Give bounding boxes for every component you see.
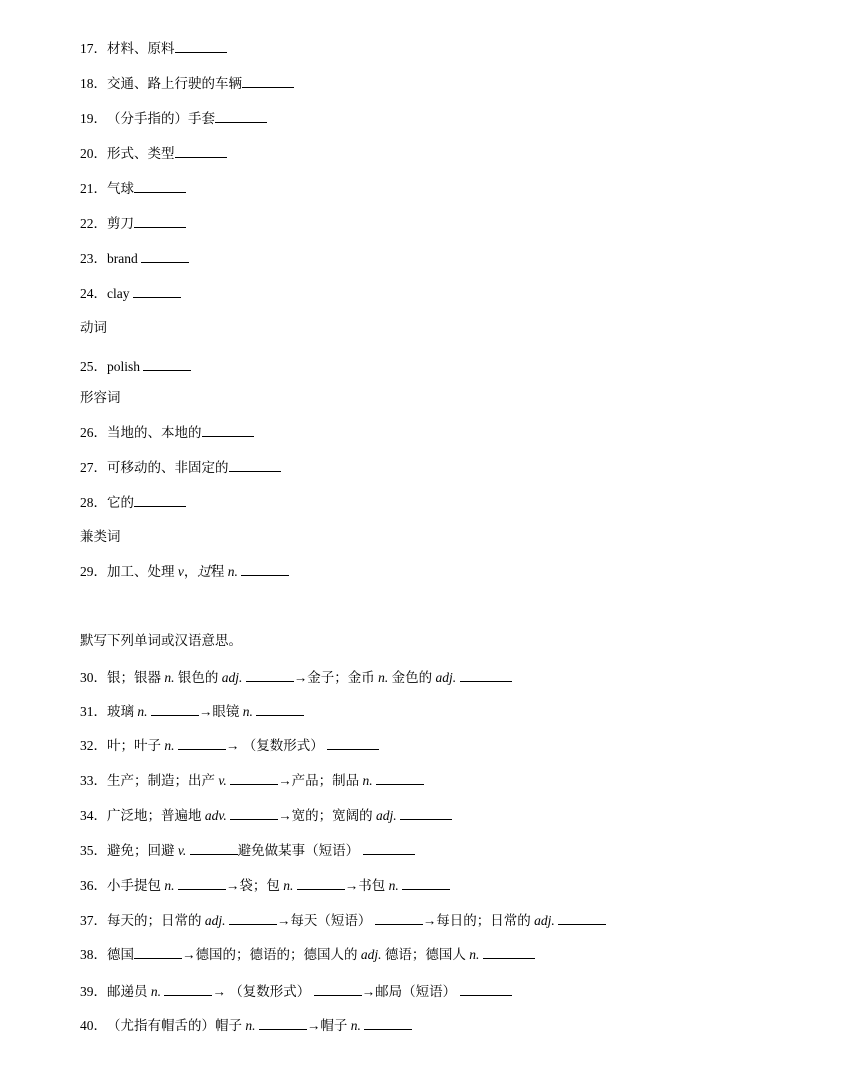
question-item [80,75,294,93]
part-of-speech: adj. [360,947,382,962]
question-item [80,946,535,964]
prompt-text: →每天（短语） [276,913,375,928]
question-item [80,459,281,477]
answer-blank[interactable] [327,737,379,750]
answer-blank[interactable] [241,563,289,576]
answer-blank[interactable] [175,40,227,53]
prompt-text: 可移动的、非固定的 [107,460,229,475]
question-number: 38． [80,947,107,962]
question-number: 31． [80,704,107,719]
prompt-text: 金色的 [388,670,436,685]
part-of-speech: n. [242,704,253,719]
question-item [80,424,254,442]
answer-blank[interactable] [178,877,226,890]
prompt-text: 银；银器 [107,670,165,685]
answer-blank[interactable] [460,983,512,996]
answer-blank[interactable] [400,807,452,820]
prompt-text: 当地的、本地的 [107,425,202,440]
part-of-speech: n. [378,670,389,685]
prompt-text: polish [107,359,144,374]
prompt-text: →邮局（短语） [361,984,460,999]
prompt-text: 避免；回避 [107,843,178,858]
prompt-text: →每日的；日常的 [422,913,535,928]
answer-blank[interactable] [133,285,181,298]
prompt-text: 气球 [107,181,134,196]
question-item [80,285,181,303]
prompt-text: →帽子 [306,1018,351,1033]
answer-blank[interactable] [558,912,606,925]
answer-blank[interactable] [230,807,278,820]
question-number: 39． [80,984,107,999]
question-item [80,110,267,128]
answer-blank[interactable] [242,75,294,88]
part-of-speech: n. [150,984,161,999]
answer-blank[interactable] [134,946,182,959]
prompt-text: 生产；制造；出产 [107,773,219,788]
answer-blank[interactable] [376,772,424,785]
answer-blank[interactable] [230,772,278,785]
part-of-speech: n. [245,1018,256,1033]
answer-blank[interactable] [297,877,345,890]
part-of-speech: n. [164,738,175,753]
question-item [80,877,450,895]
question-item [80,40,227,58]
prompt-text: 每天的；日常的 [107,913,205,928]
prompt-text: →金子；金币 [293,670,379,685]
prompt-text: clay [107,286,133,301]
prompt-text: ， [183,564,198,579]
question-number: 27． [80,460,107,475]
question-item [80,358,191,376]
part-of-speech: v [177,564,184,579]
question-number: 25． [80,359,107,374]
question-item [80,180,186,198]
prompt-text: →书包 [344,878,389,893]
part-of-speech: n. [362,773,373,788]
question-item [80,1017,412,1035]
answer-blank[interactable] [363,842,415,855]
answer-blank[interactable] [178,737,226,750]
answer-blank[interactable] [134,494,186,507]
prompt-text: →产品；制品 [278,773,363,788]
question-number: 22． [80,216,107,231]
answer-blank[interactable] [141,250,189,263]
prompt-text: 加工、处理 [107,564,178,579]
question-item [80,215,186,233]
question-number: 30． [80,670,107,685]
answer-blank[interactable] [151,703,199,716]
question-item [80,669,512,687]
prompt-text: 剪刀 [107,216,134,231]
prompt-text: 它的 [107,495,134,510]
prompt-text: 叶；叶子 [107,738,165,753]
prompt-text: 程 [210,564,228,579]
question-number: 19． [80,111,107,126]
prompt-text: 银色的 [174,670,222,685]
part-of-speech: adj. [534,913,555,928]
prompt-text: 交通、路上行驶的车辆 [107,76,242,91]
prompt-text: 小手提包 [107,878,165,893]
question-item [80,563,289,581]
section-heading: 默写下列单词或汉语意思。 [80,633,242,648]
question-number: 23． [80,251,107,266]
answer-blank[interactable] [134,215,186,228]
question-number: 37． [80,913,107,928]
question-number: 29． [80,564,107,579]
answer-blank[interactable] [202,424,254,437]
part-of-speech: n. [388,878,399,893]
prompt-text: 材料、原料 [107,41,175,56]
question-item [80,807,452,825]
question-item [80,737,379,755]
section-heading: 兼类词 [80,529,121,544]
question-number: 21． [80,181,107,196]
answer-blank[interactable] [190,842,238,855]
question-item [80,145,227,163]
prompt-text: →眼镜 [198,704,243,719]
prompt-text: （分手指的）手套 [107,111,215,126]
prompt-text: → （复数形式） [225,738,328,753]
part-of-speech: n. [469,947,480,962]
prompt-text: brand [107,251,142,266]
answer-blank[interactable] [364,1017,412,1030]
question-number: 35． [80,843,107,858]
prompt-text: →袋；包 [225,878,284,893]
prompt-text: 玻璃 [107,704,138,719]
answer-blank[interactable] [215,110,267,123]
prompt-text: （尤指有帽舌的）帽子 [107,1018,246,1033]
question-item [80,494,186,512]
answer-blank[interactable] [259,1017,307,1030]
part-of-speech: n. [164,878,175,893]
question-item [80,983,512,1001]
question-item [80,912,606,930]
answer-blank[interactable] [483,946,535,959]
question-number: 18． [80,76,107,91]
answer-blank[interactable] [164,983,212,996]
prompt-text: 邮递员 [107,984,151,999]
question-number: 24． [80,286,107,301]
answer-blank[interactable] [175,145,227,158]
question-number: 20． [80,146,107,161]
question-number: 36． [80,878,107,893]
question-number: 17． [80,41,107,56]
answer-blank[interactable] [143,358,191,371]
answer-blank[interactable] [229,912,277,925]
part-of-speech: n. [164,670,175,685]
question-number: 28． [80,495,107,510]
part-of-speech: n. [350,1018,361,1033]
part-of-speech: adj. [204,913,226,928]
part-of-speech: v. [177,843,187,858]
answer-blank[interactable] [460,669,512,682]
prompt-text: 德语；德国人 [381,947,470,962]
part-of-speech: n. [137,704,148,719]
prompt-text: 德国 [107,947,134,962]
answer-blank[interactable] [134,180,186,193]
answer-blank[interactable] [375,912,423,925]
question-number: 40． [80,1018,107,1033]
question-number: 33． [80,773,107,788]
prompt-text: 避免做某事（短语） [237,843,363,858]
part-of-speech: adv. [204,808,227,823]
answer-blank[interactable] [402,877,450,890]
question-number: 32． [80,738,107,753]
question-number: 26． [80,425,107,440]
answer-blank[interactable] [246,669,294,682]
part-of-speech: n. [283,878,294,893]
question-item [80,772,424,790]
part-of-speech: adj. [435,670,457,685]
part-of-speech: 过 [197,564,211,579]
part-of-speech: n. [227,564,238,579]
part-of-speech: v. [218,773,227,788]
prompt-text: →宽的；宽阔的 [278,808,376,823]
part-of-speech: adj. [221,670,243,685]
question-item [80,703,304,721]
question-item [80,842,415,860]
question-number: 34． [80,808,107,823]
part-of-speech: adj. [376,808,397,823]
question-item [80,250,189,268]
section-heading: 形容词 [80,390,121,405]
prompt-text: 形式、类型 [107,146,175,161]
answer-blank[interactable] [256,703,304,716]
section-heading: 动词 [80,320,107,335]
prompt-text: → （复数形式） [212,984,314,999]
prompt-text: →德国的；德语的；德国人的 [182,947,361,962]
answer-blank[interactable] [229,459,281,472]
answer-blank[interactable] [314,983,362,996]
prompt-text: 广泛地；普遍地 [107,808,205,823]
